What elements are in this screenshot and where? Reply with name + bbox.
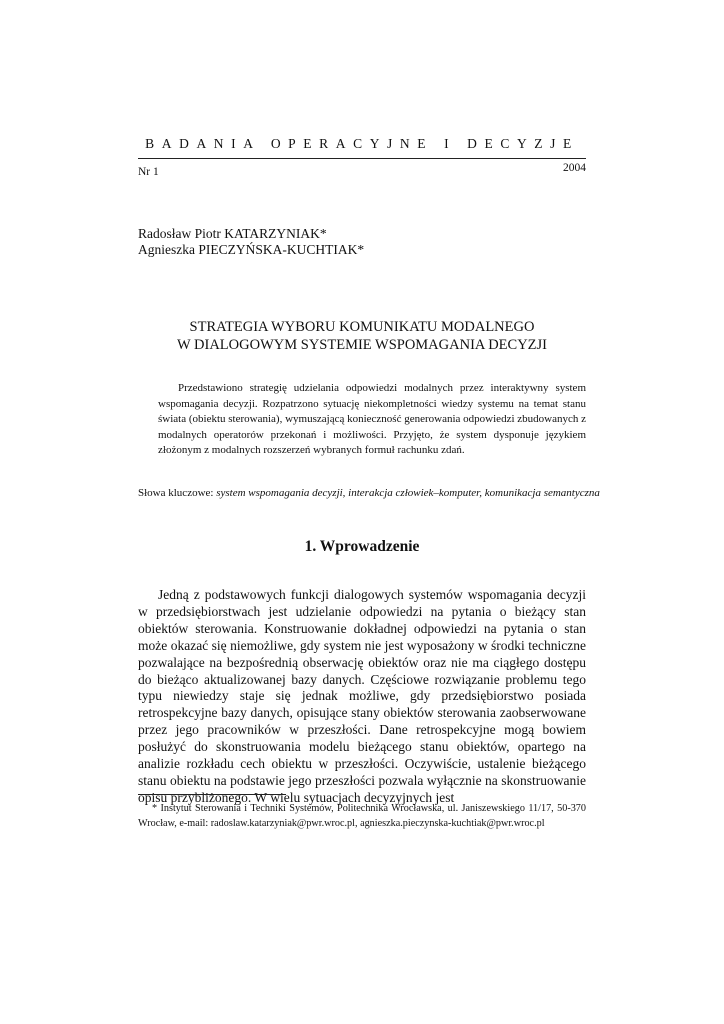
issue-number: Nr 1 (138, 166, 159, 178)
footnote: * Instytut Sterowania i Techniki Systemów, Politechnika Wrocławska, ul. Janiszewskiego 11/17, 50-370 Wrocław, e-mail: radoslaw.katarzyniak@pwr.wroc.pl, agnieszka.pieczynska-kuchtiak@pwr.wroc.pl (138, 803, 586, 829)
keywords-label: Słowa kluczowe: (138, 487, 214, 499)
author-name: Radosław Piotr KATARZYNIAK* (138, 226, 327, 241)
journal-name: BADANIA OPERACYJNE I DECYZJE (145, 136, 579, 151)
paper-title (138, 318, 586, 354)
abstract: Przedstawiono strategię udzielania odpowiedzi modalnych przez interaktywny system wspomagania decyzji. Rozpatrzono sytuację niekompletności wiedzy systemu na temat stanu świata (obiektu sterowania), wymuszającą konieczność generowania odpowiedzi zbudowanych z modalnych operatorów przekonań i możliwości. Przyjęto, że system dysponuje językiem złożonym z modalnych rozszerzeń wybranych formuł rachunku zdań. (158, 382, 586, 457)
header-rule (138, 158, 586, 159)
footnote-rule (138, 794, 286, 795)
author-name: Agnieszka PIECZYŃSKA-KUCHTIAK* (138, 242, 365, 257)
keywords (138, 487, 598, 499)
title-line: STRATEGIA WYBORU KOMUNIKATU MODALNEGO (189, 319, 535, 335)
publication-year: 2004 (563, 162, 586, 174)
title-line: W DIALOGOWYM SYSTEMIE WSPOMAGANIA DECYZJI (176, 337, 547, 353)
body-paragraph: Jedną z podstawowych funkcji dialogowych systemów wspomagania decyzji w przedsiębiorstwach jest udzielanie odpowiedzi na pytania o bieżący stan obiektów sterowania. Konstruowanie dokładnej odpowiedzi na pytania o stan może okazać się niemożliwe, gdy system nie jest wyposażony w środki techniczne pozwalające na bezpośrednią obserwację obiektów oraz nie ma ciągłego dostępu do bieżąco aktualizowanej bazy danych. Częściowe rozwiązanie problemu tego typu niewiedzy staje się jednak możliwe, gdy przedsiębiorstwo posiada retrospekcyjne bazy danych, opisujące stany obiektów sterowania zaobserwowane przez jego pracowników w przeszłości. Dane retrospekcyjne mogą bowiem posłużyć do skonstruowania modelu bieżącego stanu obiektów, opartego na analizie rozkładu cech obiektu w przeszłości. Oczywiście, ustalenie bieżącego stanu obiektu na podstawie jego przeszłości pozwala wyłącznie na skonstruowanie opisu przybliżonego. W wielu sytuacjach decyzyjnych jest (138, 587, 586, 805)
author-list (138, 226, 364, 258)
keywords-text: system wspomagania decyzji, interakcja człowiek–komputer, komunikacja semantyczna (216, 487, 600, 499)
section-heading: 1. Wprowadzenie (304, 538, 420, 555)
